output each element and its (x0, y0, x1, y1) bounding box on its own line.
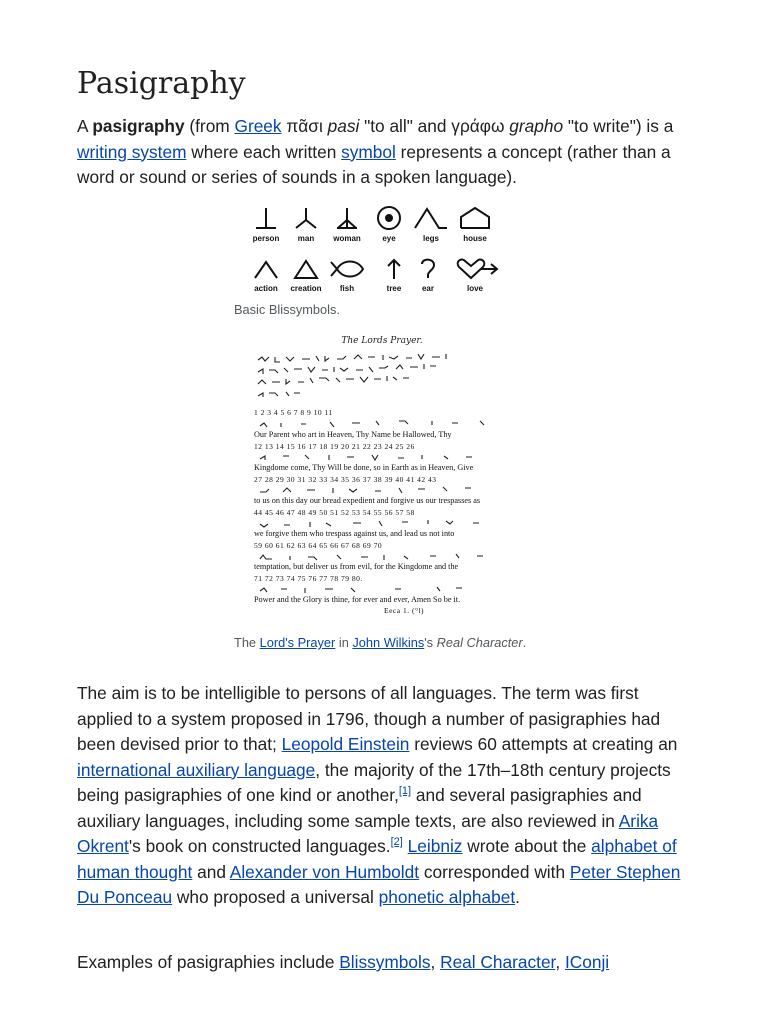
aim-text: and (192, 861, 230, 882)
link-peter-stephen-du-ponceau[interactable]: Peter Stephen Du Ponceau (77, 861, 681, 907)
link-alexander-von-humboldt[interactable]: Alexander von Humboldt (229, 861, 420, 882)
aim-text: reviews 60 attempts at creating an (409, 734, 678, 754)
woman-icon (332, 204, 362, 232)
prayer-text-line: temptation, but deliver us from evil, for the Kingdome and the (254, 562, 459, 571)
bliss-ear: ear (406, 256, 450, 293)
prayer-numbers: 12 13 14 15 16 17 18 19 20 21 22 23 24 25 26 (254, 442, 415, 451)
prayer-numbers: 27 28 29 30 31 32 33 34 35 36 37 38 39 40 41 42 43 (254, 475, 437, 484)
intro-text: where each written (186, 141, 342, 162)
link-arika-okrent[interactable]: Arika Okrent (77, 810, 659, 856)
blissymbols-caption: Basic Blissymbols. (234, 302, 340, 317)
ear-icon (416, 256, 440, 282)
caption-text: 's (424, 635, 437, 650)
intro-text: "to write") is a (563, 116, 674, 136)
man-icon (291, 204, 321, 232)
lords-prayer-image[interactable] (234, 334, 530, 620)
intro-text: represents a concept (rather than a word or sound or series of sounds in a spoken language). (77, 141, 671, 187)
real-character-script-line (256, 486, 518, 496)
real-character-script-line (256, 420, 518, 430)
link-symbol[interactable]: symbol (341, 141, 396, 162)
prayer-text-line: to us on this day our bread expedient and forgive us our trespasses as (254, 496, 481, 505)
intro-text: πᾶσι (281, 116, 328, 136)
bliss-action: action (244, 256, 288, 293)
link-phonetic-alphabet[interactable]: phonetic alphabet (378, 887, 516, 907)
bliss-creation: creation (284, 256, 328, 293)
real-character-script-line (256, 519, 518, 529)
prayer-text-line: Power and the Glory is thine, for ever and ever, Amen So be it. (254, 595, 461, 604)
word-grapho: grapho (509, 116, 564, 136)
eye-icon (374, 204, 404, 232)
page-title: Pasigraphy (77, 66, 246, 101)
aim-text: who proposed a universal (172, 887, 379, 907)
fish-icon (327, 256, 367, 282)
bliss-man: man (284, 204, 328, 243)
link-leibniz[interactable]: Leibniz (407, 836, 463, 856)
link-real-character[interactable]: Real Character (440, 952, 556, 972)
bliss-tree: tree (372, 256, 416, 293)
link-leopold-einstein[interactable]: Leopold Einstein (281, 734, 410, 754)
prayer-footer: Eeca 1. (°l) (384, 606, 425, 615)
real-character-script-line (256, 552, 518, 562)
link-alphabet-of-human-thought[interactable]: alphabet of human thought (77, 836, 677, 882)
link-international-auxiliary-language[interactable]: international auxiliary language (77, 759, 316, 780)
title-real-character: Real Character (436, 635, 523, 650)
action-icon (251, 256, 281, 282)
aim-text: , the majority of the 17th–18th century projects being pasigraphies of one kind or another, (77, 759, 671, 805)
bliss-fish: fish (325, 256, 369, 293)
bliss-love: love (453, 256, 497, 293)
real-character-script-line (256, 585, 518, 595)
prayer-text-line: Kingdome come, Thy Will be done, so in Earth as in Heaven, Give (254, 463, 474, 472)
prayer-numbers: 71 72 73 74 75 76 77 78 79 80. (254, 574, 363, 583)
real-character-script-block (256, 354, 518, 400)
aim-text: The aim is to be intelligible to persons of all languages. The term was first applied to a system proposed in 1796, though a number of pasigraphies had been devised prior to that; (77, 683, 661, 754)
aim-text: . (515, 887, 520, 907)
real-character-script-line (256, 453, 518, 463)
intro-text: (from (184, 116, 235, 136)
caption-text: in (335, 635, 353, 650)
creation-icon (291, 256, 321, 282)
person-icon (251, 204, 281, 232)
bliss-eye: eye (367, 204, 411, 243)
intro-text: A (77, 116, 93, 136)
aim-paragraph (77, 681, 697, 911)
aim-text: 's book on constructed languages. (128, 836, 391, 856)
love-icon (453, 256, 501, 282)
link-lords-prayer[interactable]: Lord's Prayer (259, 635, 336, 650)
prayer-text-line: Our Parent who art in Heaven, Thy Name be Hallowed, Thy (254, 430, 452, 439)
prayer-numbers: 44 45 46 47 48 49 50 51 52 53 54 55 56 57 58 (254, 508, 415, 517)
link-john-wilkins[interactable]: John Wilkins (352, 635, 425, 650)
intro-paragraph (77, 114, 697, 191)
aim-text: wrote about the (462, 836, 592, 856)
link-blissymbols[interactable]: Blissymbols (339, 952, 431, 972)
examples-paragraph (77, 950, 697, 976)
bliss-person: person (244, 204, 288, 243)
prayer-numbers: 1 2 3 4 5 6 7 8 9 10 11 (254, 408, 333, 417)
term-pasigraphy: pasigraphy (92, 116, 185, 136)
house-icon (458, 204, 492, 232)
legs-icon (413, 204, 449, 232)
separator: , (430, 952, 441, 972)
word-pasi: pasi (327, 116, 360, 136)
bliss-woman: woman (325, 204, 369, 243)
reference-2[interactable]: [2] (390, 836, 403, 848)
intro-text: "to all" and γράφω (359, 116, 510, 136)
link-writing-system[interactable]: writing system (77, 141, 187, 162)
separator: , (555, 952, 565, 972)
bliss-legs: legs (409, 204, 453, 243)
link-greek[interactable]: Greek (234, 116, 282, 136)
lords-prayer-caption (234, 634, 534, 652)
tree-icon (382, 256, 406, 282)
aim-text: corresponded with (419, 861, 570, 882)
reference-1[interactable]: [1] (398, 785, 412, 797)
prayer-text-line: we forgive them who trespass against us, and lead us not into (254, 529, 455, 538)
blissymbols-figure[interactable] (246, 204, 536, 296)
aim-text: and several pasigraphies and auxiliary languages, including some sample texts, are also reviewed in (77, 785, 642, 831)
examples-text: Examples of pasigraphies include (77, 952, 340, 972)
prayer-numbers: 59 60 61 62 63 64 65 66 67 68 69 70 (254, 541, 383, 550)
caption-text: . (522, 635, 527, 650)
bliss-house: house (453, 204, 497, 243)
prayer-title: The Lords Prayer. (341, 336, 423, 346)
link-iconji[interactable]: IConji (564, 952, 610, 972)
caption-text: The (234, 635, 260, 650)
